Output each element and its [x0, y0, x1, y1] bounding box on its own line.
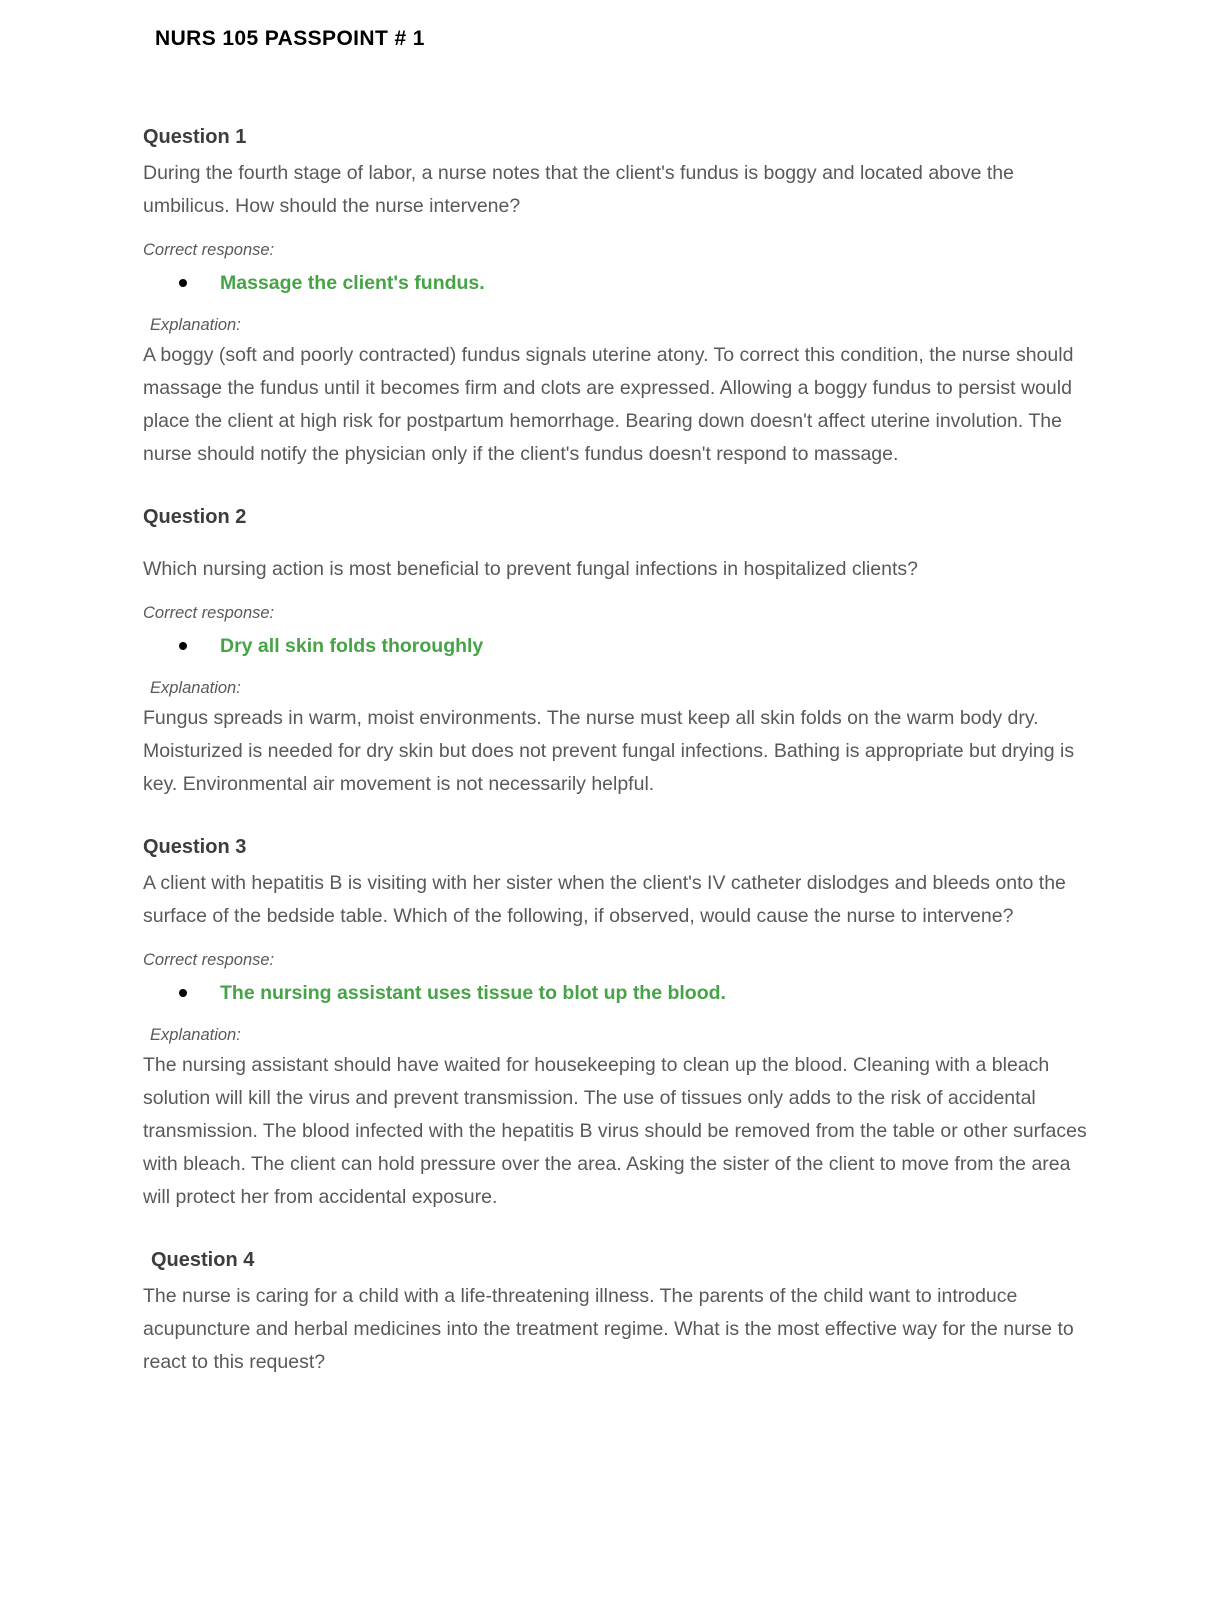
correct-response-label: Correct response: — [143, 951, 275, 969]
explanation-label: Explanation: — [150, 679, 241, 697]
question-block-1 — [143, 123, 1089, 471]
correct-answer-text: Massage the client's fundus. — [220, 272, 485, 294]
correct-answer-text: Dry all skin folds thoroughly — [220, 635, 484, 657]
bullet-icon — [179, 642, 187, 650]
bullet-icon — [179, 279, 187, 287]
question-block-2 — [143, 503, 1089, 801]
question-block-3 — [143, 833, 1089, 1214]
question-heading: Question 3 — [143, 836, 247, 858]
correct-answer-text: The nursing assistant uses tissue to blot up the blood. — [220, 982, 726, 1004]
correct-answer-item — [143, 977, 1089, 1010]
explanation-label: Explanation: — [150, 1026, 241, 1044]
question-heading: Question 1 — [143, 126, 247, 148]
bullet-icon — [179, 989, 187, 997]
correct-response-label: Correct response: — [143, 604, 275, 622]
question-heading: Question 2 — [143, 506, 247, 528]
correct-response-label: Correct response: — [143, 241, 275, 259]
explanation-label: Explanation: — [150, 316, 241, 334]
page-title: NURS 105 PASSPOINT # 1 — [155, 27, 425, 50]
question-heading: Question 4 — [151, 1249, 255, 1271]
question-text: A client with hepatitis B is visiting with her sister when the client's IV catheter dislodges and bleeds onto the surface of the bedside table. Which of the following, if observed, would cause the nurse to intervene? — [143, 872, 1066, 927]
question-text: During the fourth stage of labor, a nurse notes that the client's fundus is boggy and located above the umbilicus. How should the nurse intervene? — [143, 162, 1014, 217]
explanation-text: The nursing assistant should have waited for housekeeping to clean up the blood. Cleaning with a bleach solution will kill the virus and prevent transmission. The use of tissues only adds to the risk of accidental transmission. The blood infected with the hepatitis B virus should be removed from the table or other surfaces with bleach. The client can hold pressure over the area. Asking the sister of the client to move from the area will protect her from accidental exposure. — [143, 1054, 1087, 1208]
question-text: The nurse is caring for a child with a life-threatening illness. The parents of the child want to introduce acupuncture and herbal medicines into the treatment regime. What is the most effective way for the nurse to react to this request? — [143, 1285, 1074, 1373]
question-block-4 — [143, 1246, 1089, 1379]
correct-answer-item — [143, 630, 1089, 663]
question-text: Which nursing action is most beneficial to prevent fungal infections in hospitalized clients? — [143, 558, 919, 580]
explanation-text: Fungus spreads in warm, moist environments. The nurse must keep all skin folds on the warm body dry. Moisturized is needed for dry skin but does not prevent fungal infections. Bathing is appropriate but drying is key. Environmental air movement is not necessarily helpful. — [143, 707, 1075, 795]
explanation-text: A boggy (soft and poorly contracted) fundus signals uterine atony. To correct this condition, the nurse should massage the fundus until it becomes firm and clots are expressed. Allowing a boggy fundus to persist would place the client at high risk for postpartum hemorrhage. Bearing down doesn't affect uterine involution. The nurse should notify the physician only if the client's fundus doesn't respond to massage. — [143, 344, 1074, 465]
correct-answer-item — [143, 267, 1089, 300]
document-body — [143, 123, 1089, 1379]
